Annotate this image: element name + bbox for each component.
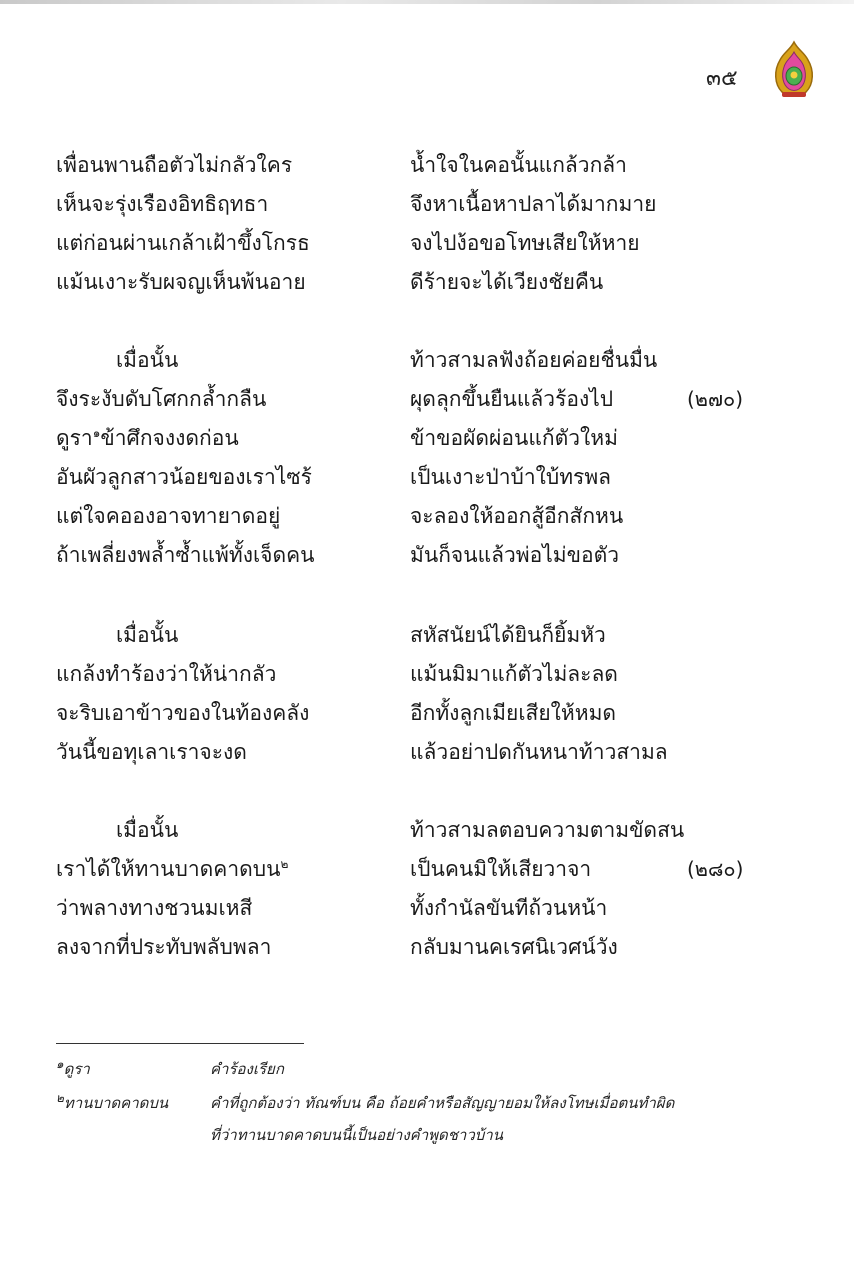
- verse-line: [0, 267, 854, 306]
- footnote-definition-1: คำร้องเรียก: [210, 1060, 284, 1078]
- verse-line: [0, 462, 854, 501]
- verse-right: ผุดลุกขึ้นยืนแล้วร้องไป: [410, 387, 614, 411]
- verse-right: ทั้งกำนัลขันทีถ้วนหน้า: [410, 896, 608, 920]
- footnote-mark: ๑: [56, 1057, 64, 1071]
- verse-line: [0, 189, 854, 228]
- verse-left: แต่ก่อนผ่านเกล้าเฝ้าขึ้งโกรธ: [56, 231, 310, 255]
- verse-left-indented: เมื่อนั้น: [116, 623, 179, 647]
- verse-line: [0, 737, 854, 776]
- verse-left: [56, 854, 288, 884]
- verse-line: [0, 150, 854, 189]
- verse-left: แกล้งทำร้องว่าให้น่ากลัว: [56, 662, 277, 686]
- scan-top-edge: [0, 0, 854, 4]
- verse-right: จงไปง้อขอโทษเสียให้หาย: [410, 231, 640, 255]
- verse-left-indented: เมื่อนั้น: [116, 818, 179, 842]
- verse-line: [0, 384, 854, 423]
- footnote-mark: ๒: [280, 857, 289, 871]
- footnote-term-text: ทานบาดคาดบน: [63, 1094, 169, 1112]
- verse-right: เป็นเงาะป่าบ้าใบ้ทรพล: [410, 465, 612, 489]
- verse-left: เพื่อนพานถือตัวไม่กลัวใคร: [56, 153, 293, 177]
- verse-left-start: ดูรา: [56, 426, 93, 450]
- verse-line: [0, 345, 854, 384]
- verse-line: [0, 815, 854, 854]
- verse-left: เห็นจะรุ่งเรืองอิทธิฤทธา: [56, 192, 269, 216]
- verse-line: [0, 932, 854, 971]
- verse-left: ลงจากที่ประทับพลับพลา: [56, 935, 272, 959]
- verse-right: ดีร้ายจะได้เวียงชัยคืน: [410, 270, 604, 294]
- verse-line: [0, 423, 854, 462]
- footnote-term-1: [56, 1058, 90, 1080]
- footnote-divider: [56, 1043, 304, 1044]
- stanza-3: [0, 620, 854, 776]
- royal-crown-emblem-icon: [770, 40, 818, 100]
- verse-line: [0, 620, 854, 659]
- verse-right: แล้วอย่าปดกันหนาท้าวสามล: [410, 740, 668, 764]
- verse-left-start: เราได้ให้ทานบาดคาดบน: [56, 857, 281, 881]
- verse-left-end: ข้าศึกจงงดก่อน: [100, 426, 239, 450]
- footnote-term-text: ดูรา: [63, 1060, 90, 1078]
- footnote-term-2: [56, 1092, 168, 1114]
- verse-right: จึงหาเนื้อหาปลาได้มากมาย: [410, 192, 657, 216]
- verse-right: สหัสนัยน์ได้ยินก็ยิ้มหัว: [410, 623, 606, 647]
- page-number: ๓๕: [706, 66, 738, 91]
- verse-number: (๒๗๐): [687, 387, 744, 411]
- verse-line: [0, 698, 854, 737]
- verse-right: มันก็จนแล้วพ่อไม่ขอตัว: [410, 543, 620, 567]
- stanza-1: [0, 150, 854, 306]
- verse-left: แต่ใจคอองอาจทายาดอยู่: [56, 504, 281, 528]
- verse-right: เป็นคนมิให้เสียวาจา: [410, 857, 592, 881]
- verse-left: ถ้าเพลี่ยงพล้ำซ้ำแพ้ทั้งเจ็ดคน: [56, 543, 315, 567]
- verse-left: [56, 423, 239, 453]
- verse-right: จะลองให้ออกสู้อีกสักหน: [410, 504, 624, 528]
- verse-line: [0, 540, 854, 579]
- verse-right: น้ำใจในคอนั้นแกล้วกล้า: [410, 153, 627, 177]
- verse-right: ท้าวสามลตอบความตามขัดสน: [410, 818, 685, 842]
- footnote-mark: ๒: [56, 1091, 64, 1105]
- verse-right: กลับมานคเรศนิเวศน์วัง: [410, 935, 618, 959]
- verse-right: แม้นมิมาแก้ตัวไม่ละลด: [410, 662, 618, 686]
- footnote-definition-2-cont: ที่ว่าทานบาดคาดบนนี้เป็นอย่างคำพูดชาวบ้าน: [210, 1126, 503, 1144]
- verse-line: [0, 854, 854, 893]
- verse-left: อันผัวลูกสาวน้อยของเราไซร้: [56, 465, 312, 489]
- verse-line: [0, 501, 854, 540]
- stanza-4: [0, 815, 854, 971]
- verse-line: [0, 228, 854, 267]
- footnote-mark: ๑: [92, 426, 101, 440]
- verse-number: (๒๘๐): [687, 857, 744, 881]
- verse-left: จึงระงับดับโศกกล้ำกลืน: [56, 387, 267, 411]
- verse-left: แม้นเงาะรับผจญเห็นพ้นอาย: [56, 270, 306, 294]
- stanza-2: [0, 345, 854, 579]
- verse-right: ข้าขอผัดผ่อนแก้ตัวใหม่: [410, 426, 618, 450]
- footnote-definition-2: คำที่ถูกต้องว่า ทัณฑ์บน คือ ถ้อยคำหรือสัญญายอมให้ลงโทษเมื่อตนทำผิด: [210, 1094, 675, 1112]
- verse-line: [0, 659, 854, 698]
- verse-line: [0, 893, 854, 932]
- verse-left: จะริบเอาข้าวของในท้องคลัง: [56, 701, 310, 725]
- verse-right: อีกทั้งลูกเมียเสียให้หมด: [410, 701, 617, 725]
- verse-right: ท้าวสามลฟังถ้อยค่อยชื่นมื่น: [410, 348, 658, 372]
- verse-left: ว่าพลางทางชวนมเหสี: [56, 896, 253, 920]
- verse-left-indented: เมื่อนั้น: [116, 348, 179, 372]
- verse-left: วันนี้ขอทุเลาเราจะงด: [56, 740, 247, 764]
